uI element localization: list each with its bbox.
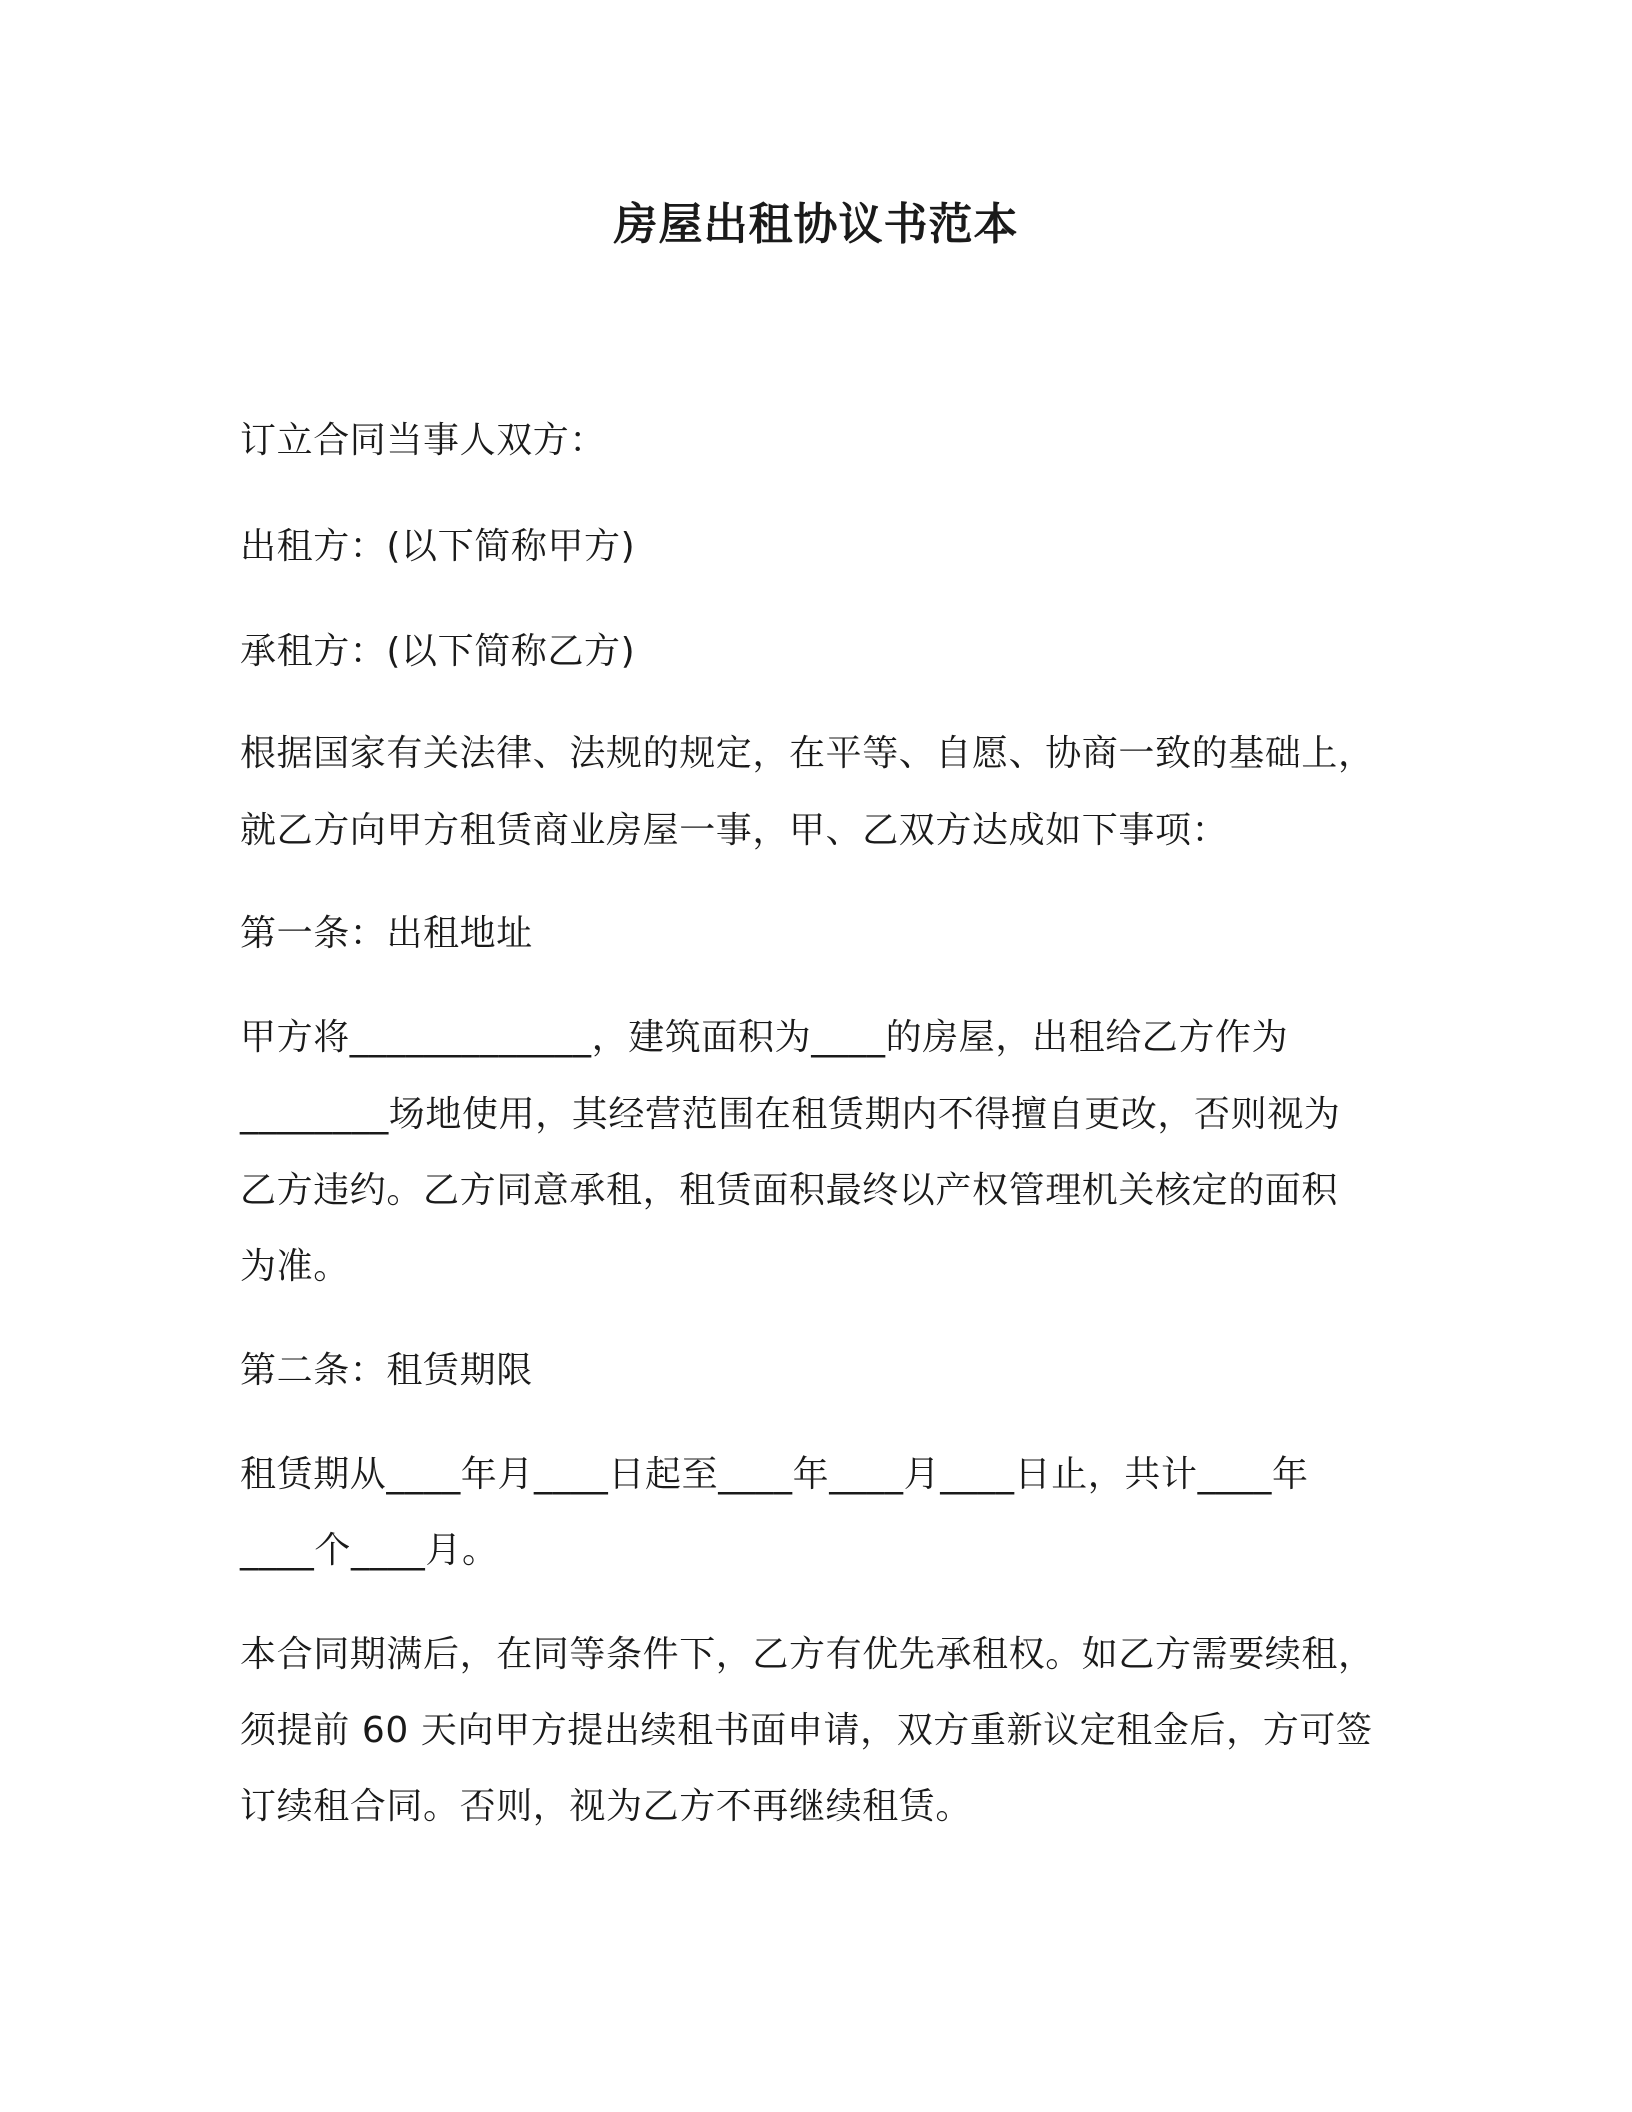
article-2-heading: 第二条：租赁期限 bbox=[240, 1350, 533, 1391]
document-title: 房屋出租协议书范本 bbox=[613, 199, 1019, 250]
renewal-line-1: 本合同期满后，在同等条件下，乙方有优先承租权。如乙方需要续租， bbox=[240, 1634, 1375, 1675]
article-1-line-4: 为准。 bbox=[240, 1246, 350, 1287]
preamble-line-2: 就乙方向甲方租赁商业房屋一事，甲、乙双方达成如下事项： bbox=[240, 810, 1229, 851]
article-1-line-1: 甲方将_____________，建筑面积为____的房屋，出租给乙方作为 bbox=[240, 1017, 1289, 1058]
lessee-line: 承租方：(以下简称乙方) bbox=[240, 631, 636, 672]
renewal-line-3: 订续租合同。否则，视为乙方不再继续租赁。 bbox=[240, 1786, 973, 1827]
article-2-line-1: 租赁期从____年月____日起至____年____月____日止，共计____年 bbox=[240, 1454, 1309, 1495]
renewal-line-2: 须提前 60 天向甲方提出续租书面申请，双方重新议定租金后，方可签 bbox=[240, 1710, 1373, 1751]
parties-heading: 订立合同当事人双方： bbox=[240, 420, 607, 461]
article-1-line-2: ________场地使用，其经营范围在租赁期内不得擅自更改，否则视为 bbox=[240, 1094, 1341, 1135]
preamble-line-1: 根据国家有关法律、法规的规定，在平等、自愿、协商一致的基础上， bbox=[240, 733, 1375, 774]
article-1-line-3: 乙方违约。乙方同意承租，租赁面积最终以产权管理机关核定的面积 bbox=[240, 1170, 1339, 1211]
lessor-line: 出租方：(以下简称甲方) bbox=[240, 526, 636, 567]
article-1-heading: 第一条：出租地址 bbox=[240, 913, 533, 954]
article-2-line-2: ____个____月。 bbox=[240, 1530, 499, 1571]
